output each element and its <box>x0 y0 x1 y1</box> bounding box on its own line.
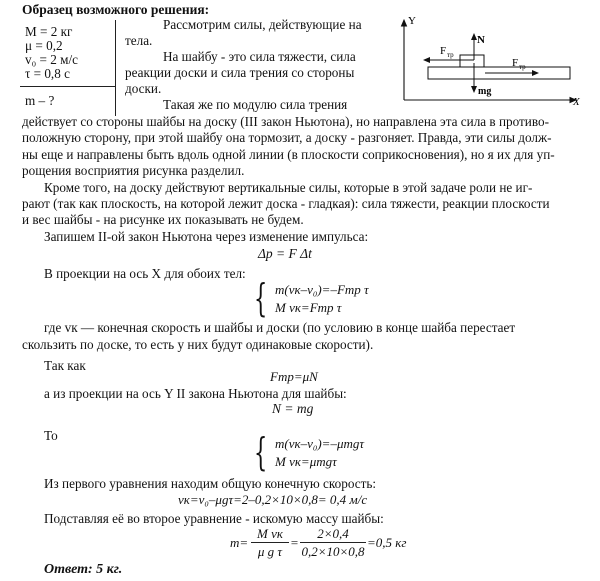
normal-equation: N = mg <box>272 401 314 416</box>
force-diagram <box>390 8 590 110</box>
projection-y-text: а из проекции на ось Y II закона Ньютона для шайбы: <box>44 386 347 401</box>
second-equation-text: Подставляя её во второе уравнение - искомую массу шайбы: <box>44 511 384 526</box>
given-divider <box>20 86 115 87</box>
x-axis-label: X <box>573 96 580 108</box>
system2-eq1: m(vк–v₀)=–μmgτ <box>275 436 365 451</box>
intro-line-4: реакции доски и сила трения со стороны <box>125 65 355 80</box>
mass-frac2-line <box>300 542 366 543</box>
final-velocity-equation: vк=v₀–μgτ=2–0,2×10×0,8= 0,4 м/с <box>178 492 368 507</box>
mass-frac2-den: 0,2×10×0,8 <box>301 544 365 559</box>
body-line-2: положную сторону, при этой шайбу она тормозит, а доску - разгоняет. Правда, эти силы долж- <box>22 130 552 145</box>
given-tau: τ = 0,8 с <box>25 66 70 81</box>
projection-x-text: В проекции на ось X для обоих тел: <box>44 266 246 281</box>
body-line-3: ны еще и направлены быть вдоль одной линии (в плоскости соприкосновения), но я их для уп- <box>22 147 555 162</box>
given-v0: v₀ = 2 м/с <box>25 52 78 67</box>
mass-frac1-num: M vк <box>257 526 283 541</box>
mass-eq-lhs: m= <box>230 535 249 550</box>
mass-frac1-den: μ g τ <box>257 544 283 559</box>
impulse-equation: Δp = F Δt <box>258 246 312 261</box>
intro-line-2: тела. <box>125 33 153 48</box>
system1-brace: { <box>254 276 268 320</box>
friction-right-label: F <box>512 57 519 69</box>
body-line-5: Кроме того, на доску действуют вертикальные силы, которые в этой задаче роли не иг- <box>44 180 533 195</box>
mass-result: =0,5 кг <box>367 535 407 550</box>
mass-eq-equals: = <box>290 535 299 550</box>
page-title: Образец возможного решения: <box>22 2 210 17</box>
mass-frac1-line <box>251 542 289 543</box>
friction-equation: Fтр=μN <box>270 369 318 384</box>
intro-line-5: доски. <box>125 81 162 96</box>
y-axis-label: Y <box>408 15 416 27</box>
intro-line-3: На шайбу - это сила тяжести, сила <box>163 49 356 64</box>
friction-left-sub: тр <box>447 51 454 59</box>
where-line-2: скользить по доске, то есть у них будут одинаковые скорости). <box>22 337 374 352</box>
body-line-1: действует со стороны шайбы на доску (III закон Ньютона), но направлена эта сила в противо- <box>22 114 549 129</box>
body-line-8: Запишем II-ой закон Ньютона через изменение импульса: <box>44 229 369 244</box>
where-line-1: где vк — конечная скорость и шайбы и доски (по условию в конце шайба перестает <box>44 320 516 335</box>
given-unknown: m – ? <box>25 93 55 108</box>
first-equation-text: Из первого уравнения находим общую конечную скорость: <box>44 476 377 491</box>
friction-right-sub: тр <box>519 63 526 71</box>
body-line-4: рощения восприятия рисунка разделил. <box>22 163 245 178</box>
given-mass: M = 2 кг <box>25 24 73 39</box>
friction-left-label: F <box>440 45 447 57</box>
system1-eq1: m(vк–v₀)=–Fтр τ <box>275 282 369 297</box>
body-line-7: и вес шайбы - на рисунке их показывать не будем. <box>22 212 304 227</box>
intro-line-1: Рассмотрим силы, действующие на <box>163 17 362 32</box>
answer-text: Ответ: 5 кг. <box>44 562 123 577</box>
mass-frac2-num: 2×0,4 <box>317 526 349 541</box>
body-line-6: рают (так как плоскость, на которой лежит доска - гладкая): сила тяжести, реакции плоскости <box>22 196 550 211</box>
puck-rect <box>460 55 484 67</box>
system2-eq2: M vк=μmgτ <box>275 454 337 469</box>
then-text: То <box>44 428 58 443</box>
given-mu: μ = 0,2 <box>25 38 63 53</box>
system1-eq2: M vк=Fтр τ <box>275 300 342 315</box>
system2-brace: { <box>254 430 268 474</box>
weight-label: mg <box>478 86 492 97</box>
since-text: Так как <box>44 358 86 373</box>
intro-line-6: Такая же по модулю сила трения <box>163 97 348 112</box>
normal-force-label: N <box>477 34 485 46</box>
